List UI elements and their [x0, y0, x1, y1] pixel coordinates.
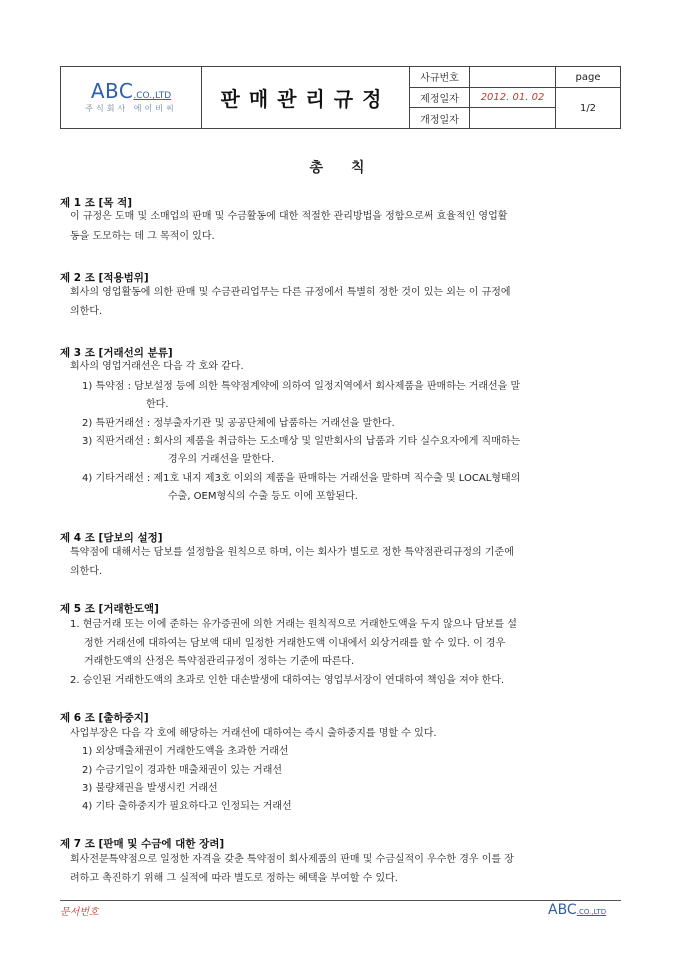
document-title: 판매관리규정: [202, 67, 410, 128]
enacted-date-row: [410, 88, 555, 109]
article-5-line: 거래한도액의 산정은 특약점관리규정이 정하는 기준에 따른다.: [84, 656, 355, 667]
article-6-title: 제 6 조 [출하중지]: [60, 712, 149, 724]
article-5-line: 1. 현금거래 또는 이에 준하는 유가증권에 의한 거래는 원칙적으로 거래한도액을 두지 않으나 담보를 설: [70, 619, 517, 630]
document-header-table: [60, 66, 621, 129]
article-1-title: 제 1 조 [목 적]: [60, 197, 133, 209]
article-6-item: 2) 수금기일이 경과한 매출채권이 있는 거래선: [82, 765, 283, 776]
article-2-line: 의한다.: [70, 306, 103, 317]
article-4-line: 특약점에 대해서는 담보를 설정함을 원칙으로 하며, 이는 회사가 별도로 정한 특약점관리규정의 기준에: [70, 547, 514, 558]
footer-logo-abc: ABC: [548, 902, 577, 918]
article-6-item: 4) 기타 출하중지가 필요하다고 인정되는 거래선: [82, 801, 292, 812]
article-3-item-cont: 경우의 거래선을 말한다.: [168, 454, 275, 465]
article-3-item-cont: 한다.: [146, 399, 169, 410]
logo-abc-text: ABC: [90, 79, 134, 103]
article-2-line: 회사의 영업활동에 의한 판매 및 수금관리업무는 다른 규정에서 특별히 정한 것이 있는 외는 이 규정에: [70, 287, 511, 298]
article-5-line: 정한 거래선에 대하여는 담보액 대비 일정한 거래한도액 이내에서 외상거래를 할 수 있다. 이 경우: [84, 638, 506, 649]
article-1-line: 이 규정은 도매 및 소매업의 판매 및 수금활동에 대한 적절한 관리방법을 정함으로써 효율적인 영업활: [70, 211, 508, 222]
article-3-item: 1) 특약점 : 담보설정 등에 의한 특약점계약에 의하여 일정지역에서 회사제품을 판매하는 거래선을 말: [82, 381, 521, 392]
revised-date-row: [410, 108, 555, 128]
footer-divider: [60, 900, 621, 901]
article-7-line: 려하고 촉진하기 위해 그 실적에 따라 별도로 정하는 혜택을 부여할 수 있다.: [70, 873, 398, 884]
rule-number-label: 사규번호: [410, 67, 470, 87]
article-3-title: 제 3 조 [거래선의 분류]: [60, 347, 173, 359]
footer-logo-co: .CO.,LTD: [576, 908, 607, 916]
article-6-item: 1) 외상매출채권이 거래한도액을 초과한 거래선: [82, 746, 289, 757]
article-5-line: 2. 승인된 거래한도액의 초과로 인한 대손발생에 대하여는 영업부서장이 연대하여 책임을 져야 한다.: [70, 675, 505, 686]
logo-subtitle: 주식회사 에이비씨: [85, 104, 177, 113]
rule-number-row: [410, 67, 555, 88]
article-4-line: 의한다.: [70, 566, 103, 577]
rule-number-value: [470, 67, 555, 87]
section-title: 총칙: [309, 160, 393, 176]
company-logo: [61, 67, 202, 128]
page-label: page: [556, 67, 620, 88]
page-info: [556, 67, 620, 128]
document-meta: [410, 67, 556, 128]
article-3-item: 4) 기타거래선 : 제1호 내지 제3호 이외의 제품을 판매하는 거래선을 말하며 직수출 및 LOCAL형태의: [82, 473, 521, 484]
footer-logo: [548, 901, 606, 917]
footer-doc-number-label: 문서번호: [60, 907, 99, 918]
article-6-line: 사업부장은 다음 각 호에 해당하는 거래선에 대하여는 즉시 출하중지를 명할 수 있다.: [70, 728, 437, 739]
article-1-line: 동을 도모하는 데 그 목적이 있다.: [70, 231, 215, 242]
article-7-title: 제 7 조 [판매 및 수금에 대한 장려]: [60, 838, 225, 850]
logo-co-text: .CO.,LTD: [133, 91, 172, 101]
article-6-item: 3) 불량채권을 발생시킨 거래선: [82, 783, 218, 794]
article-5-title: 제 5 조 [거래한도액]: [60, 603, 159, 615]
enacted-date-label: 제정일자: [410, 88, 470, 108]
revised-date-value: [470, 108, 555, 128]
revised-date-label: 개정일자: [410, 108, 470, 128]
article-4-title: 제 4 조 [담보의 설정]: [60, 532, 163, 544]
enacted-date-value: 2012. 01. 02: [480, 92, 545, 103]
article-3-item-cont: 수출, OEM형식의 수출 등도 이에 포함된다.: [168, 491, 358, 502]
page-number: 1/2: [579, 102, 597, 114]
article-3-item: 3) 직판거래선 : 회사의 제품을 취급하는 도소매상 및 일반회사의 납품과 기타 실수요자에게 직매하는: [82, 436, 521, 447]
article-2-title: 제 2 조 [적용범위]: [60, 272, 149, 284]
article-7-line: 회사전문특약점으로 일정한 자격을 갖춘 특약점이 회사제품의 판매 및 수금실적이 우수한 경우 이를 장: [70, 854, 514, 865]
article-3-item: 2) 특판거래선 : 정부출자기관 및 공공단체에 납품하는 거래선을 말한다.: [82, 418, 395, 429]
article-3-line: 회사의 영업거래선은 다음 각 호와 같다.: [70, 361, 244, 372]
